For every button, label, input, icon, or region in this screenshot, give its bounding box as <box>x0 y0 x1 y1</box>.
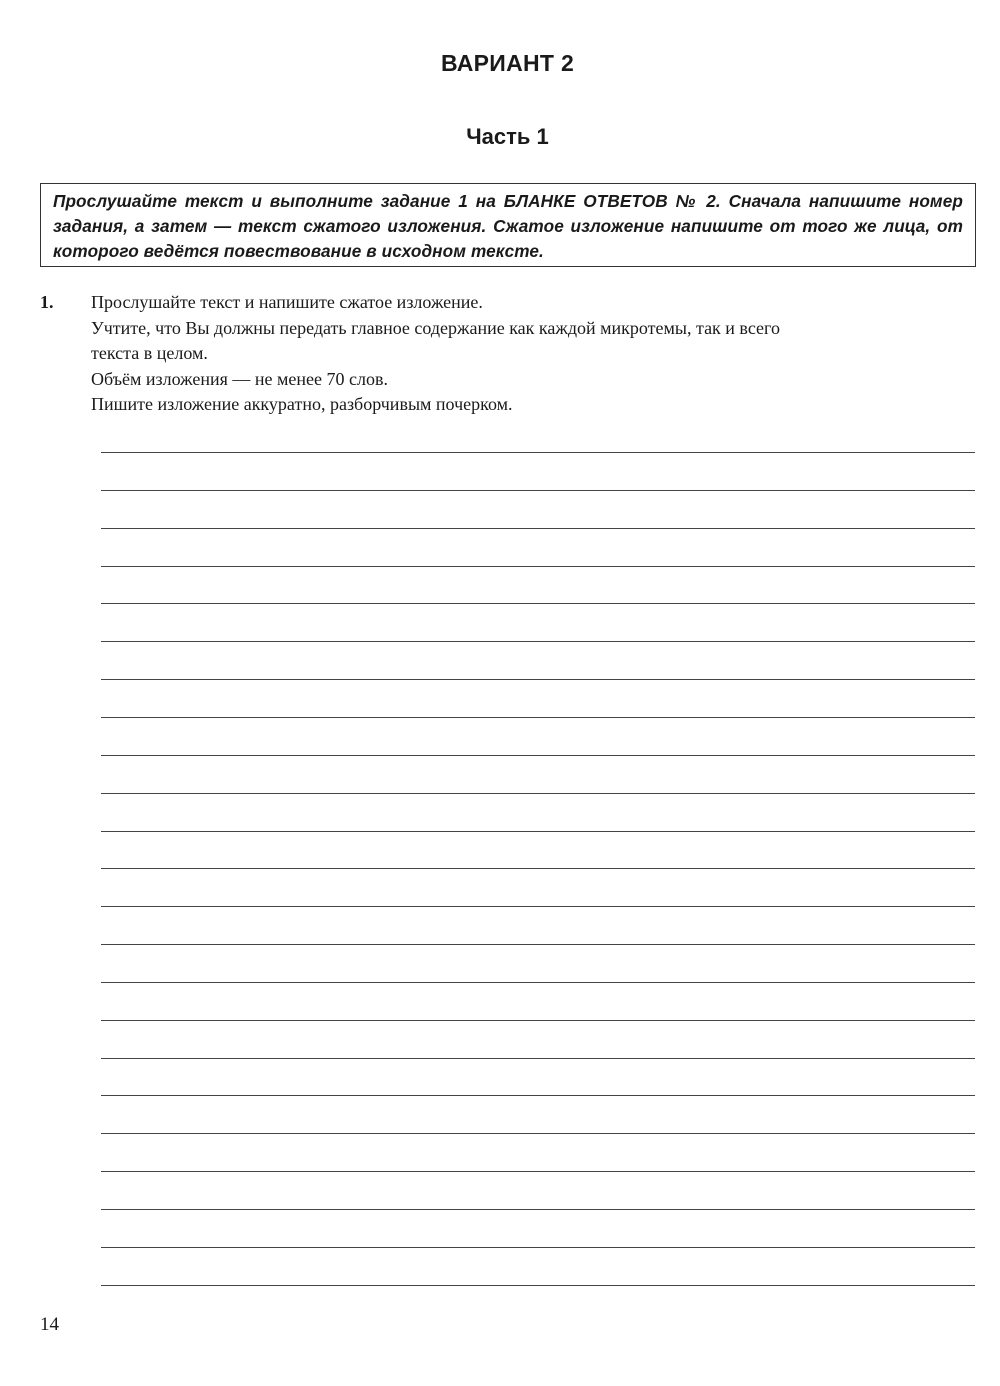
task-line: текста в целом. <box>91 343 208 363</box>
task-number: 1. <box>40 292 54 312</box>
answer-line[interactable] <box>101 1133 975 1134</box>
answer-line[interactable] <box>101 566 975 567</box>
answer-line[interactable] <box>101 490 975 491</box>
answer-line[interactable] <box>101 1285 975 1286</box>
answer-line[interactable] <box>101 1095 975 1096</box>
answer-line[interactable] <box>101 1058 975 1059</box>
answer-line[interactable] <box>101 944 975 945</box>
answer-line[interactable] <box>101 1209 975 1210</box>
task-text <box>91 290 981 418</box>
part-title: Часть 1 <box>466 124 549 149</box>
instruction-box <box>40 183 976 267</box>
answer-line[interactable] <box>101 982 975 983</box>
answer-line[interactable] <box>101 831 975 832</box>
task-line: Пишите изложение аккуратно, разборчивым почерком. <box>91 394 513 414</box>
answer-line[interactable] <box>101 641 975 642</box>
answer-line[interactable] <box>101 603 975 604</box>
task-line: Объём изложения — не менее 70 слов. <box>91 368 388 389</box>
answer-line[interactable] <box>101 1171 975 1172</box>
instruction-text: Прослушайте текст и выполните задание 1 на БЛАНКЕ ОТВЕТОВ № 2. Сначала напишите номер задания, а затем — текст сжатого изложения. Сжатое изложение напишите от того же лица, от которого ведётся повествование в исходном тексте. <box>53 191 963 261</box>
answer-line[interactable] <box>101 906 975 907</box>
task-line: Учтите, что Вы должны передать главное содержание как каждой микротемы, так и всего <box>91 317 780 338</box>
page-number: 14 <box>40 1314 59 1335</box>
task-line: Прослушайте текст и напишите сжатое изложение. <box>91 292 483 312</box>
answer-line[interactable] <box>101 528 975 529</box>
answer-line[interactable] <box>101 1247 975 1248</box>
answer-line[interactable] <box>101 868 975 869</box>
answer-line[interactable] <box>101 452 975 453</box>
variant-title: ВАРИАНТ 2 <box>440 50 575 76</box>
answer-line[interactable] <box>101 793 975 794</box>
answer-line[interactable] <box>101 717 975 718</box>
answer-line[interactable] <box>101 755 975 756</box>
answer-line[interactable] <box>101 679 975 680</box>
answer-line[interactable] <box>101 1020 975 1021</box>
